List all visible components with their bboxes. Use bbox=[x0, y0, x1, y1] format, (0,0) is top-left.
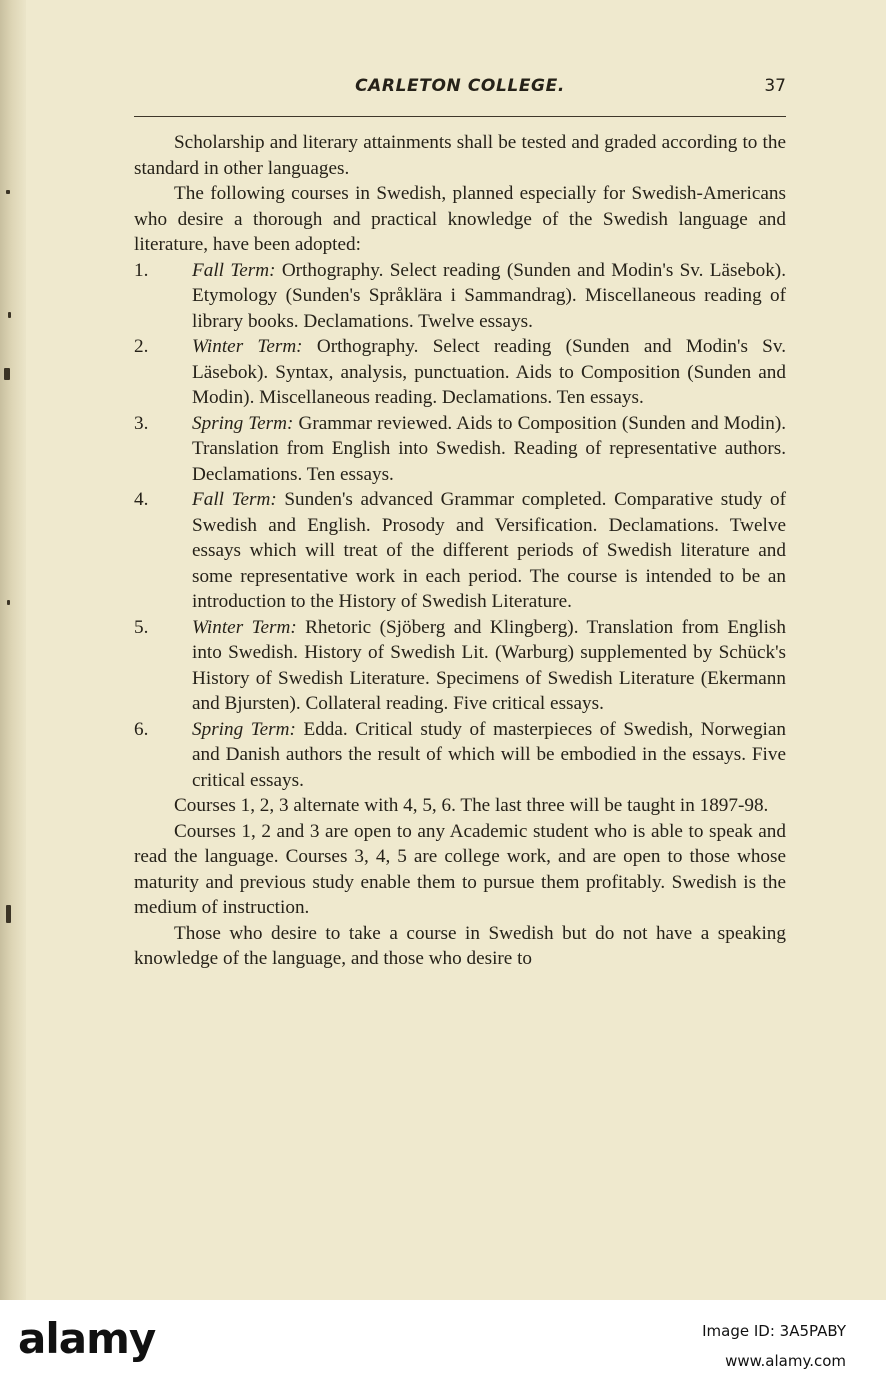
header-title: CARLETON COLLEGE. bbox=[355, 76, 565, 96]
header-rule bbox=[134, 116, 786, 117]
spine-mark bbox=[6, 905, 11, 923]
paragraph-closing: Those who desire to take a course in Swedish but do not have a speaking knowledge of the language, and those who desire to bbox=[134, 922, 786, 969]
course-item bbox=[134, 615, 786, 717]
course-description: Edda. Critical study of masterpieces of Swedish, Norwegian and Danish authors the result of which will be embodied in the essays. Five critical essays. bbox=[192, 718, 786, 791]
course-number: 2. bbox=[134, 336, 149, 357]
image-id-label: Image ID: 3A5PABY bbox=[702, 1322, 846, 1340]
course-description: Orthography. Select reading (Sunden and Modin's Sv. Läsebok). Etymology (Sunden's Språklära i Sammandrag). Miscellaneous reading of library books. Declamations. Twelve essays. bbox=[192, 259, 786, 332]
course-item bbox=[134, 717, 786, 794]
course-term: Fall Term: bbox=[192, 489, 277, 510]
course-term: Spring Term: bbox=[192, 718, 296, 740]
course-term: Winter Term: bbox=[192, 336, 303, 357]
course-term: Spring Term: bbox=[192, 412, 294, 434]
course-number: 1. bbox=[134, 259, 149, 281]
course-item bbox=[134, 411, 786, 488]
page-body bbox=[134, 130, 786, 972]
course-description: Rhetoric (Sjöberg and Klingberg). Translation from English into Swedish. History of Swedish Lit. (Warburg) supplemented by Schück's History of Swedish Literature. Specimens of Swedish Literature (Ekermann and Bjursten). Collateral reading. Five critical essays. bbox=[192, 616, 786, 714]
course-item bbox=[134, 487, 786, 615]
alamy-logo: alamy bbox=[18, 1314, 156, 1363]
course-number: 6. bbox=[134, 718, 149, 740]
course-item bbox=[134, 334, 786, 411]
paragraph-open-to: Courses 1, 2 and 3 are open to any Academic student who is able to speak and read the language. Courses 3, 4, 5 are college work, and are open to those whose maturity and previous study enable them to pursue them profitably. Swedish is the medium of instruction. bbox=[134, 820, 786, 918]
watermark-footer bbox=[0, 1300, 886, 1390]
course-description: Grammar reviewed. Aids to Composition (Sunden and Modin). Translation from English into Swedish. Reading of representative authors. Declamations. Ten essays. bbox=[192, 412, 787, 485]
course-description: Orthography. Select reading (Sunden and Modin's Sv. Läsebok). Syntax, analysis, punctuation. Aids to Composition (Sunden and Modin). Miscellaneous reading. Declamations. Ten essays. bbox=[192, 336, 786, 408]
course-number: 3. bbox=[134, 412, 149, 434]
spine-mark bbox=[4, 368, 10, 380]
spine-mark bbox=[6, 190, 10, 194]
site-url: www.alamy.com bbox=[725, 1352, 846, 1370]
course-item bbox=[134, 258, 786, 335]
spine-mark bbox=[7, 600, 10, 605]
spine-mark bbox=[8, 312, 11, 318]
running-header bbox=[132, 76, 788, 106]
course-number: 5. bbox=[134, 616, 149, 638]
book-spine-shadow bbox=[0, 0, 26, 1300]
course-term: Fall Term: bbox=[192, 259, 276, 281]
page-number: 37 bbox=[764, 76, 786, 96]
paragraph-alternate: Courses 1, 2, 3 alternate with 4, 5, 6. The last three will be taught in 1897-98. bbox=[174, 795, 769, 816]
course-term: Winter Term: bbox=[192, 616, 297, 638]
course-description: Sunden's advanced Grammar completed. Comparative study of Swedish and English. Prosody and Versification. Declamations. Twelve essays which will treat of the different periods of Swedish literature and some representative work in each period. The course is intended to be an introduction to the History of Swedish Literature. bbox=[192, 489, 787, 612]
course-number: 4. bbox=[134, 489, 149, 510]
paragraph-intro-1: Scholarship and literary attainments shall be tested and graded according to the standard in other languages. bbox=[134, 132, 786, 179]
paragraph-intro-2: The following courses in Swedish, planned especially for Swedish-Americans who desire a thorough and practical knowledge of the Swedish language and literature, have been adopted: bbox=[134, 183, 786, 255]
